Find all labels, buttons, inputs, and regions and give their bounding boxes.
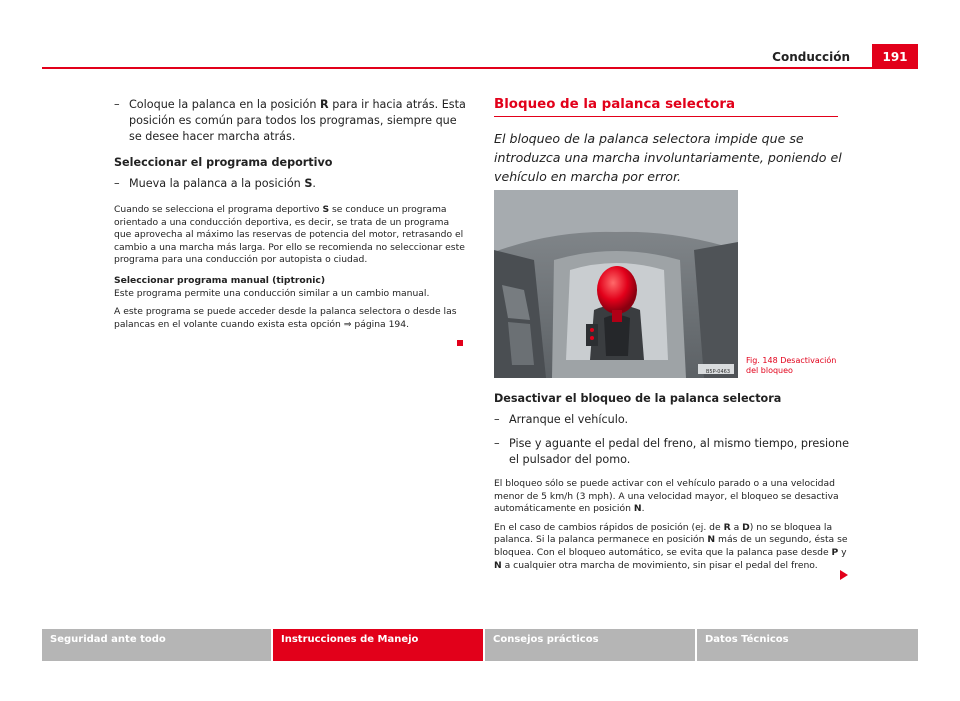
gear-key-s: S	[322, 204, 330, 215]
left-column	[114, 97, 466, 337]
footer-tab-datos[interactable]: Datos Técnicos	[695, 629, 918, 661]
step-sport	[114, 176, 466, 192]
step-text-part: Coloque la palanca en la posición	[129, 98, 321, 111]
step-press-brake	[494, 436, 850, 468]
section-intro: El bloqueo de la palanca selectora impide que se introduzca una marcha involuntariamente, poniendo el vehículo en marcha por error.	[494, 131, 842, 184]
para-part: Cuando se selecciona el programa deportivo	[114, 204, 323, 215]
section-end-marker	[457, 340, 463, 346]
right-column	[494, 97, 850, 200]
quick-change-paragraph	[494, 522, 850, 572]
sport-program-paragraph	[114, 204, 466, 267]
para-part: a cualquier otra marcha de movimiento, sin pisar el pedal del freno.	[501, 559, 818, 571]
para-part: .	[641, 503, 645, 515]
figure-caption-line: Fig. 148 Desactivación	[746, 356, 837, 365]
step-text-part: .	[312, 177, 316, 190]
gear-selector-photo	[494, 190, 738, 378]
step-dash: –	[114, 98, 120, 111]
step-dash: –	[494, 437, 500, 450]
step-text: Arranque el vehículo.	[509, 413, 629, 426]
step-reverse	[114, 97, 466, 145]
page-number: 191	[872, 44, 918, 68]
gear-key-n: N	[707, 534, 716, 546]
photo-code: B5P-0463	[705, 369, 731, 375]
step-text-part: Mueva la palanca a la posición	[129, 177, 305, 190]
gear-key-s: S	[304, 177, 313, 190]
section-title: Bloqueo de la palanca selectora	[494, 97, 838, 117]
step-dash: –	[494, 413, 500, 426]
step-dash: –	[114, 177, 120, 190]
unlock-heading: Desactivar el bloqueo de la palanca selectora	[494, 392, 782, 405]
footer-tab-consejos[interactable]: Consejos prácticos	[483, 629, 695, 661]
right-lower-column	[494, 391, 850, 578]
para-part: se conduce un programa orientado a una conducción deportiva, es decir, se trata de un programa que aprovecha al máximo las reservas de potencia del motor, retrasando el cambio a una marcha más larga. Por ello se recomienda no seleccionar este programa para una conducción por autopista o ciudad.	[114, 204, 465, 266]
figure-caption	[746, 356, 856, 376]
para-part: En el caso de cambios rápidos de posición (ej. de	[494, 521, 724, 533]
lock-speed-paragraph	[494, 478, 850, 516]
header-rule	[42, 67, 918, 69]
gear-key-p: P	[831, 546, 839, 558]
gear-key-r: R	[320, 98, 329, 111]
gear-key-n: N	[494, 559, 502, 571]
figure-caption-line: del bloqueo	[746, 366, 793, 375]
gear-key-r: R	[723, 521, 731, 533]
continue-arrow-icon	[840, 570, 848, 580]
step-text: Pise y aguante el pedal del freno, al mismo tiempo, presione el pulsador del pomo.	[509, 437, 849, 466]
para-part: a	[730, 521, 743, 533]
running-header-title: Conducción	[772, 50, 850, 64]
step-text	[129, 176, 466, 192]
step-text-part: para ir hacia atrás. Esta posición es común para todos los programas, siempre que se desee hacer marcha atrás.	[129, 98, 466, 143]
para-part: El bloqueo sólo se puede activar con el vehículo parado o a una velocidad menor de 5 km/h (3 mph). A una velocidad mayor, el bloqueo se desactiva automáticamente en posición	[494, 478, 839, 515]
footer-tab-seguridad[interactable]: Seguridad ante todo	[42, 629, 271, 661]
para-part: y	[838, 546, 847, 558]
step-text	[129, 97, 466, 145]
manual-program-heading: Seleccionar programa manual (tiptronic)	[114, 274, 326, 286]
step-start-vehicle	[494, 412, 850, 428]
para-part: ) no se bloquea la palanca. Si la palanca permanece en posición	[494, 521, 833, 546]
manual-access-paragraph: A este programa se puede acceder desde la palanca selectora o desde las palancas en el volante cuando exista esta opción ⇒ página 194.	[114, 306, 457, 330]
gear-key-n: N	[633, 503, 642, 515]
gear-key-d: D	[742, 521, 750, 533]
para-part: más de un segundo, ésta se bloquea. Con el bloqueo automático, se evita que la palanca pase desde	[494, 534, 848, 558]
manual-program-paragraph: Este programa permite una conducción similar a un cambio manual.	[114, 287, 430, 299]
sport-program-heading: Seleccionar el programa deportivo	[114, 156, 333, 169]
footer-nav	[42, 629, 918, 661]
footer-tab-instrucciones[interactable]: Instrucciones de Manejo	[271, 629, 483, 661]
